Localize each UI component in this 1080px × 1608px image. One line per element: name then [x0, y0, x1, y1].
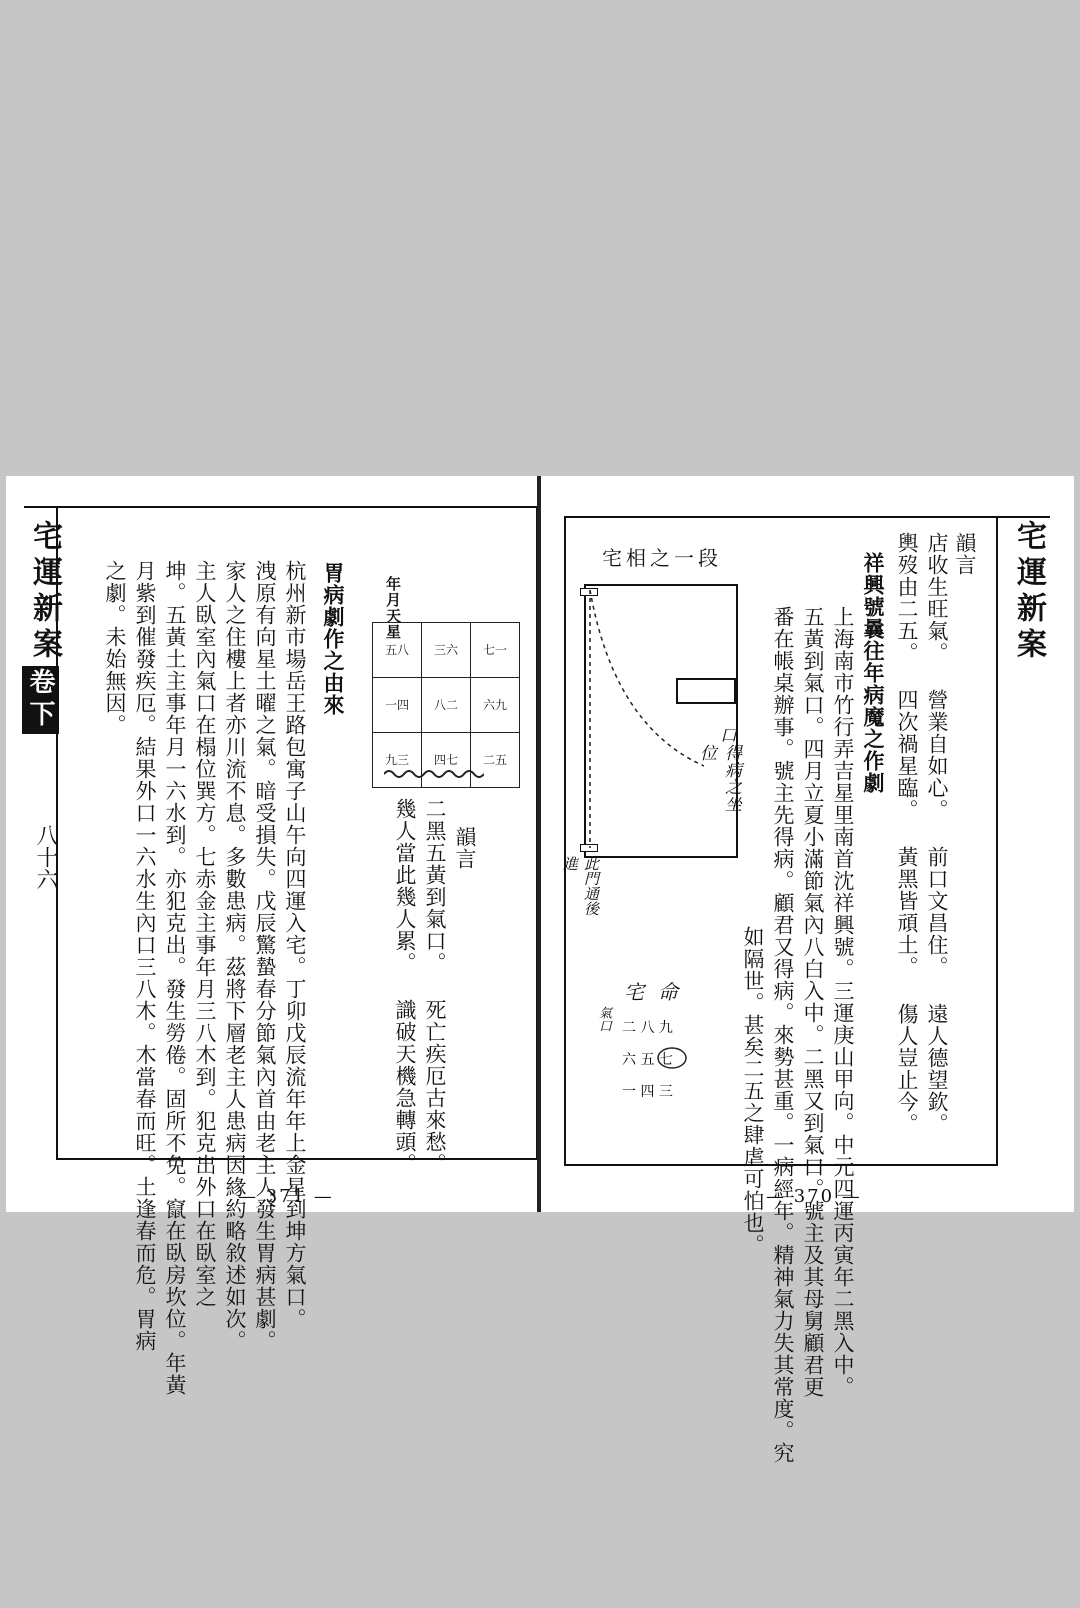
body-line-2: 五黃到氣口。四月立夏小滿節氣內八白入中。二黑又到氣口。號主及其母舅顧君更: [801, 606, 825, 1398]
body-line-1: 上海南市竹行弄吉星里南首沈祥興號。三運庚山甲向。中元四運丙寅年二黑入中。: [831, 606, 855, 1398]
svg-text:六 五 七: 六 五 七: [622, 1052, 673, 1068]
path-lines: [584, 586, 734, 856]
top-rule: [994, 516, 1050, 518]
handwritten-nine-palace: [614, 1002, 724, 1122]
star-cell: 四七: [422, 733, 471, 788]
running-header-title: 宅運新案: [1011, 520, 1046, 664]
folio-number: 八十六: [33, 824, 58, 890]
verse-line-1: 二黑五黃到氣口。 死亡疾厄古來愁。: [423, 798, 447, 1175]
qi-mouth-note: 氣口: [596, 1006, 611, 1032]
star-cell: 三六: [422, 623, 471, 678]
page-371: [24, 506, 536, 1396]
house-fate-label: 宅命: [624, 980, 692, 1004]
diagram-title: 宅相之一段: [602, 546, 722, 570]
svg-text:一 四 三: 一 四 三: [622, 1084, 673, 1100]
body-line-3: 家人之住樓上者亦川流不息。多數患病。茲將下層老主人患病因緣約略敘述如次。: [223, 560, 247, 1352]
star-cell: 七一: [471, 623, 520, 678]
page-number: — 370 —: [766, 1186, 862, 1207]
verse-line-1: 店收生旺氣。 營業自如心。 前口文昌住。 遠人德望欽。: [925, 532, 949, 1135]
page-number: — 371 —: [238, 1186, 334, 1207]
body-line-3: 番在帳桌辦事。號主先得病。顧君又得病。來勢甚重。一病經年。精神氣力失其常度。究: [771, 606, 795, 1464]
wavy-divider: [384, 768, 484, 780]
body-line-2: 洩原有向星土曜之氣。暗受損失。戊辰驚蟄春分節氣內首由老主人發生胃病甚劇。: [253, 560, 277, 1352]
body-line-5: 坤。五黃土主事年月一六水到。亦犯克出。發生勞倦。固所不免。竄在臥房坎位。年黃: [163, 560, 187, 1396]
star-chart: [372, 622, 520, 788]
volume-label: 卷下: [22, 666, 59, 734]
annotation-sick-seat: 得病之坐位: [696, 744, 741, 812]
body-line-7: 之劇。未始無因。: [103, 560, 127, 736]
top-rule: [24, 506, 56, 508]
star-cell: 五八: [373, 623, 422, 678]
annotation-mouth: 口: [716, 726, 736, 743]
body-line-1: 杭州新市場岳王路包寓子山午向四運入宅。丁卯戊辰流年年上金星到坤方氣口。: [283, 560, 307, 1330]
page-370: [554, 506, 1064, 1464]
body-line-4: 主人臥室內氣口在榻位巽方。七赤金主事年月三八木到。犯克出外口在臥室之: [193, 560, 217, 1308]
running-header-title: 宅運新案: [27, 520, 62, 664]
body-line-4: 如隔世。甚矣二五之肆虐可怕也。: [741, 926, 765, 1256]
body-line-6: 月紫到催發疾厄。結果外口一六水生內口三八木。木當春而旺。土逢春而危。胃病: [133, 560, 157, 1352]
scanned-book-spread: [6, 476, 1074, 1464]
section-title: 胃病劇作之由來: [321, 562, 346, 716]
star-cell: 六九: [471, 678, 520, 733]
book-gutter: [537, 476, 541, 1212]
verse-heading: 韻言: [453, 826, 477, 870]
star-cell: 一四: [373, 678, 422, 733]
star-chart-title: 年月天星: [384, 576, 402, 640]
verse-heading: 韻言: [953, 532, 977, 576]
star-cell: 九三: [373, 733, 422, 788]
svg-text:二 八 九: 二 八 九: [622, 1020, 673, 1036]
star-cell: 二五: [471, 733, 520, 788]
annotation-back-door: 此門通後進: [561, 856, 600, 916]
star-cell: 八二: [422, 678, 471, 733]
section-title: 祥興號曩往年病魔之作劇: [861, 552, 886, 794]
verse-line-2: 輿歿由二五。 四次禍星臨。 黃黑皆頑土。 傷人豈止今。: [895, 532, 919, 1135]
verse-line-2: 幾人當此幾人累。 識破天機急轉頭。: [393, 798, 417, 1175]
